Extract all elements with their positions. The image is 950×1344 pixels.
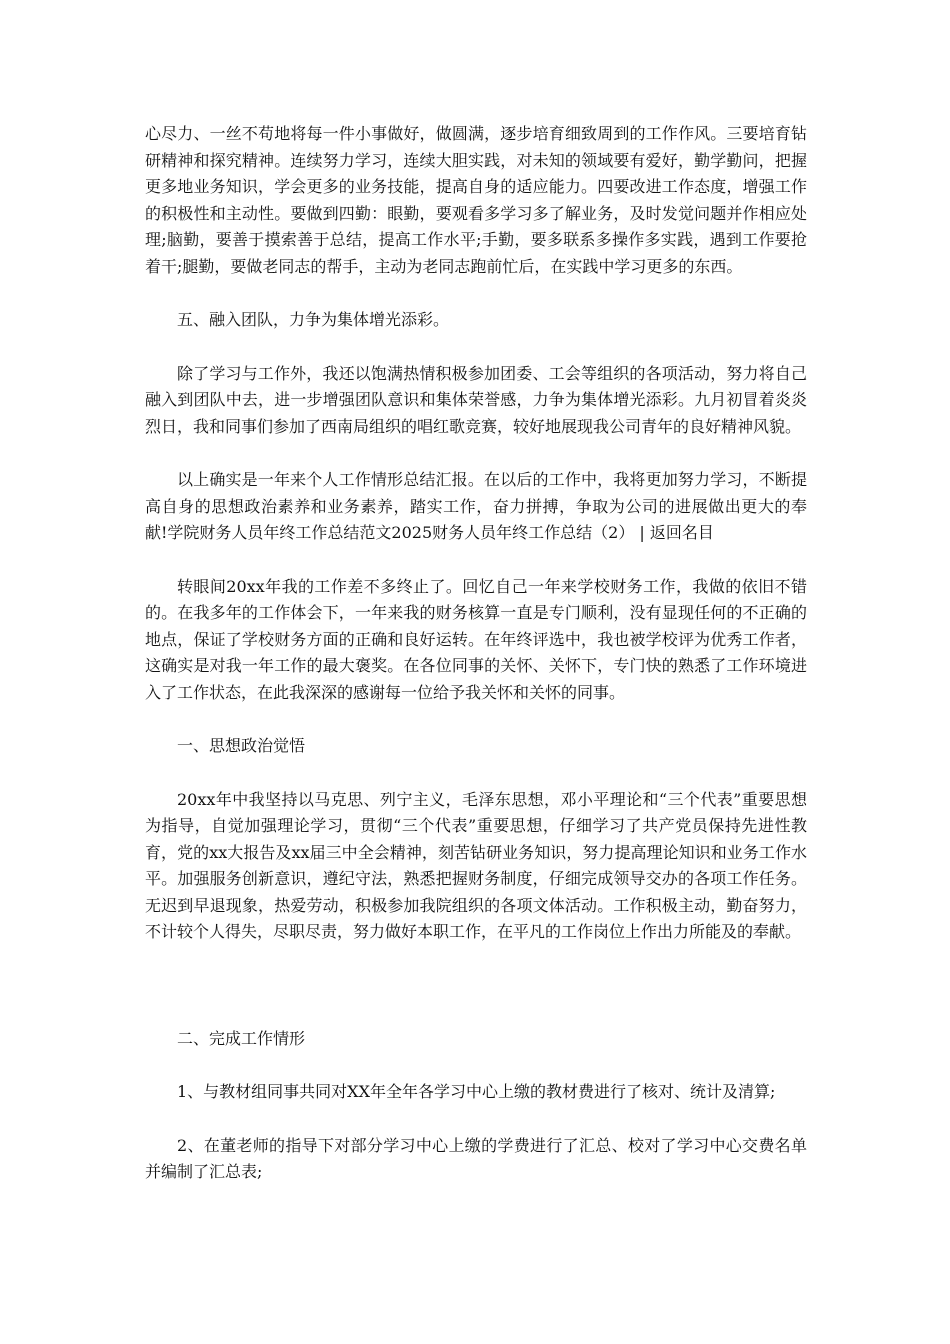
list-item-textbook-fees: 1、与教材组同事共同对XX年全年各学习中心上缴的教材费进行了核对、统计及清算; [177,1082,776,1101]
paragraph-year-review: 转眼间20xx年我的工作差不多终止了。回忆自己一年来学校财务工作，我做的依旧不错的。在我多年的工作体会下，一年来我的财务核算一直是专门顺利，没有显现任何的不正确的地点，保证了学校财务方面的正确和良好运转。在年终评选中，我也被学校评为优秀工作者，这确实是对我一年工作的最大褒奖。在各位同事的关怀、关怀下，专门快的熟悉了工作环境进入了工作状态，在此我深深的感谢每一位给予我关怀和关怀的同事。 [145,576,807,702]
paragraph-work-attitude: 心尽力、一丝不苟地将每一件小事做好，做圆满，逐步培育细致周到的工作作风。三要培育钻研精神和探究精神。连续努力学习，连续大胆实践，对未知的领域要有爱好，勤学勤问，把握更多地业务知识，学会更多的业务技能，提高自身的适应能力。四要改进工作态度，增强工作的积极性和主动性。要做到四勤：眼勤，要观看多学习多了解业务，及时发觉问题并作相应处理;脑勤，要善于摸索善于总结，提高工作水平;手勤，要多联系多操作多实践，遇到工作要抢着干;腿勤，要做老同志的帮手，主动为老同志跑前忙后，在实践中学习更多的东西。 [145,124,807,276]
paragraph-team-activities: 除了学习与工作外，我还以饱满热情积极参加团委、工会等组织的各项活动，努力将自己融入到团队中去，进一步增强团队意识和集体荣誉感，力争为集体增光添彩。九月初冒着炎炎烈日，我和同事们参加了西南局组织的唱红歌竞赛，较好地展现我公司青年的良好精神风貌。 [145,363,807,436]
paragraph-political-awareness: 20xx年中我坚持以马克思、列宁主义，毛泽东思想，邓小平理论和“三个代表”重要思想为指导，自觉加强理论学习，贯彻“三个代表”重要思想，仔细学习了共产党员保持先进性教育，党的xx大报告及xx届三中全会精神，刻苦钻研业务知识，努力提高理论知识和业务工作水平。加强服务创新意识，遵纪守法，熟悉把握财务制度，仔细完成领导交办的各项工作任务。无迟到早退现象，热爱劳动，积极参加我院组织的各项文体活动。工作积极主动，勤奋努力，不计较个人得失，尽职尽责，努力做好本职工作，在平凡的工作岗位上作出力所能及的奉献。 [145,789,807,941]
paragraph-summary-conclusion: 以上确实是一年来个人工作情形总结汇报。在以后的工作中，我将更加努力学习，不断提高自身的思想政治素养和业务素养，踏实工作，奋力拼搏，争取为公司的进展做出更大的奉献!学院财务人员年终工作总结范文2025财务人员年终工作总结（2） | 返回名目 [145,470,807,542]
section-heading-political: 一、思想政治觉悟 [177,736,306,755]
document-page [145,121,807,1186]
section-heading-work-done: 二、完成工作情形 [177,1028,306,1048]
section-heading-team: 五、融入团队，力争为集体增光添彩。 [177,310,450,329]
list-item-tuition-summary: 2、在董老师的指导下对部分学习中心上缴的学费进行了汇总、校对了学习中心交费名单并编制了汇总表; [145,1135,807,1181]
